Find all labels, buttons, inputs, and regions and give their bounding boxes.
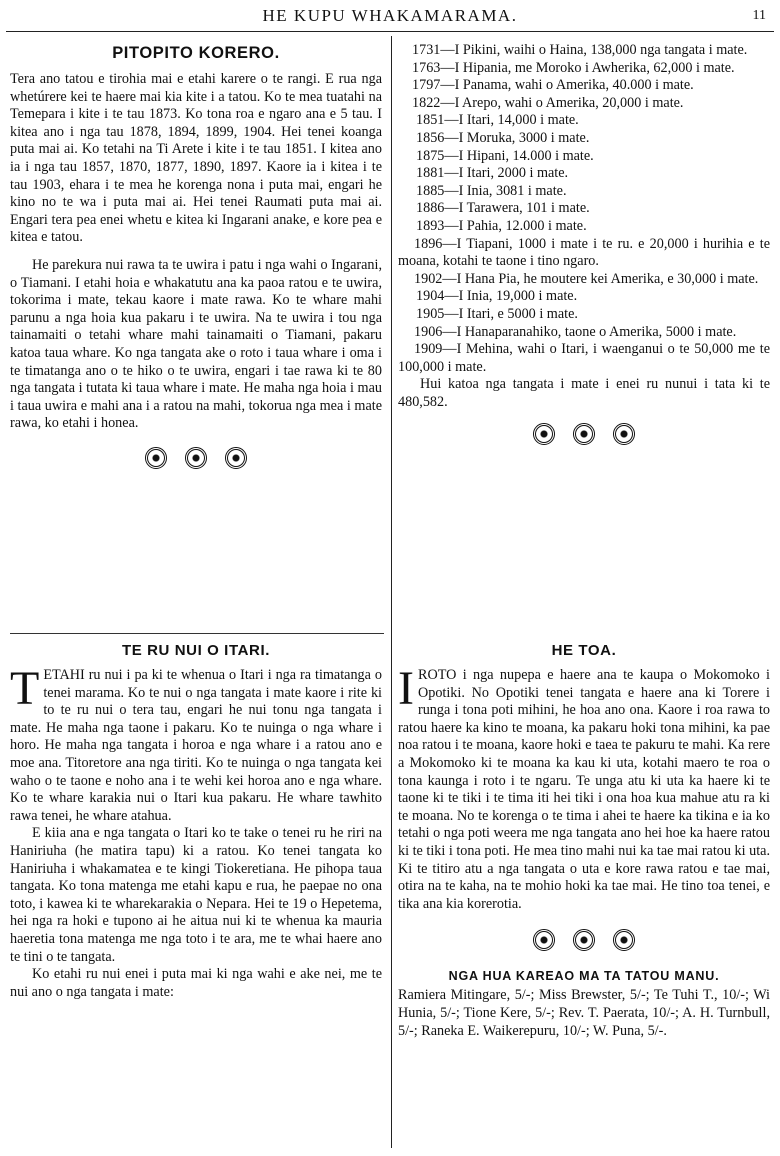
fleuron-icon: [573, 423, 595, 445]
section-title: PITOPITO KORERO.: [112, 44, 280, 62]
section-title: TE RU NUI O ITARI.: [121, 642, 271, 659]
section-divider-left: [10, 633, 384, 634]
record-total: Hui katoa nga tangata i mate i enei ru nunui i tata ki te 480,582.: [398, 376, 770, 410]
pitopito-korero-section: [10, 44, 382, 632]
section-title: HE TOA.: [551, 642, 617, 659]
record-item: 1731—I Pikini, waihi o Haina, 138,000 nga tangata i mate.: [412, 42, 748, 58]
article-paragraph: He parekura nui rawa ta te uwira i patu i nga wahi o Ingarani, o Tiamani. I etahi hoia e whakatutu ana ka paoa ratou e te uwira, tokorima i mate, tekau kaore i mate rawa. Ko te whare mahi parunu a nga hoia kua pakaru i te uwira. Na te uwira i tou nga tainamaiti o tetahi whare mahi tainamaiti o Tiamani, pakaru katoa taua whare. Ko nga tangata ake o roto i taua whare i oma i te timatanga ano o te hiko o te uwira, engari i tae rawa ki te 80 nga tangata i tutata ki taua whare i mate. He maha nga hoia i mau i taua uwira e mahi ana i a ratou na mahi, tokorua nga mea i mate rawa, ko etahi i honea.: [10, 256, 382, 432]
subscriptions-title: NGA HUA KAREAO MA TA TATOU MANU.: [448, 969, 720, 984]
record-item: 1797—I Panama, wahi o Amerika, 40.000 i mate.: [412, 77, 694, 94]
he-toa-section: [398, 642, 770, 1150]
earthquake-records-section: [398, 42, 770, 622]
fleuron-icon: [225, 447, 247, 469]
fleuron-icon: [613, 423, 635, 445]
ornament-row: [398, 929, 770, 957]
page-number: 11: [752, 8, 766, 23]
drop-cap: T: [10, 662, 40, 715]
record-item: 1906—I Hanaparanahiko, taone o Amerika, 5000 i mate.: [414, 323, 737, 340]
running-title: HE KUPU WHAKAMARAMA.: [262, 6, 518, 25]
te-ru-nui-section: [10, 642, 382, 1150]
article-paragraph: [10, 662, 382, 825]
record-item: 1904—I Inia, 19,000 i mate.: [416, 288, 578, 305]
paragraph-text: ETAHI ru nui i pa ki te whenua o Itari i nga ra timatanga o tenei marama. Ko te nui o nga tangata i mate kaore i rite ki to te ru nui o tera tau, engari he nui tonu nga tangata i mate. He maha nga taone i pakaru. Ko te nuinga o nga whare i horo. He maha nga tangata i horoa e nga whare i a ratou ano e moe ana. Titoretore ana nga tiriti. Ko te nuinga o nga tangata kei waho o te taone e noho ana i te wehi kei horoa ano e nga whare. Ko te whare karakia nui o Itari kua pakaru. He whare tawhito rawa tenei, he whare atahua.: [10, 667, 382, 824]
record-item: 1902—I Hana Pia, he moutere kei Amerika, e 30,000 i mate.: [414, 270, 759, 287]
record-item: 1909—I Mehina, wahi o Itari, i waenganui o te 50,000 me te 100,000 i mate.: [398, 341, 770, 375]
record-item: 1881—I Itari, 2000 i mate.: [416, 165, 569, 182]
paragraph-text: ROTO i nga nupepa e haere ana te kaupa o Mokomoko i Opotiki. No Opotiki tenei tangata e haere ana ki Torere i runga i tona poti mihini, he hoa ano ona. Kaore i roa rawa to ratou haere ka kino te moana, ka pakaru hoki tona mihini, ka pae noa ratou i te moana, kaore hoki e taea te pakuru te mahi. Ka rere a Mokomoko ki te moana ka kau ki uta, kotahi maero te roa o tona kaunga i roto i te ngaru. Te unga atu ki uta ka haere ki te taone ki te tiki i te tima iti hei tiki i ona hoa kua mahue atu ra ki te moana. No te korenga o te tima i ahei te haere ka tikina e ia ko tetahi o nga poti weera me nga tangata ano hei hoe ka haere ratou ki te tiki i tona poti. He mea tino mahi nui ka tae mai ratou ki uta. Ki te titiro atu a nga tangata o uta e kore rawa ratou e tae mai, otira na te kaha, na te mohio hoki ka tae mai. He tino toa tenei, e tika ana kia korerotia.: [398, 667, 770, 912]
running-head: [0, 6, 780, 30]
record-item: 1886—I Tarawera, 101 i mate.: [416, 200, 590, 217]
fleuron-icon: [573, 929, 595, 951]
fleuron-icon: [145, 447, 167, 469]
fleuron-icon: [185, 447, 207, 469]
record-item: 1763—I Hipania, me Moroko i Awherika, 62,000 i mate.: [412, 59, 735, 76]
fleuron-icon: [533, 929, 555, 951]
record-item: 1905—I Itari, e 5000 i mate.: [416, 305, 578, 322]
record-item: 1822—I Arepo, wahi o Amerika, 20,000 i mate.: [412, 94, 684, 111]
record-item: 1875—I Hipani, 14.000 i mate.: [416, 147, 594, 164]
record-item: 1896—I Tiapani, 1000 i mate i te ru. e 20,000 i hurihia e te moana, kotahi te taone i tino ngaro.: [398, 235, 770, 270]
record-item: 1856—I Moruka, 3000 i mate.: [416, 129, 590, 146]
drop-cap: I: [398, 662, 414, 715]
fleuron-icon: [613, 929, 635, 951]
article-paragraph: E kiia ana e nga tangata o Itari ko te take o tenei ru he riri na Haniriuha (he matira tapu) ki a ratou. Ko tenei tangata ko Haniriuha i whakamatea e te kingi Tiokeretiana. He pihopa taua tangata. Ko tona matenga me etahi kapu e rua, he paepae no ona toto, i kawea ki te wharekarakia o Nepara. Hei te 19 o Hepetema, hei nga ra hoki e tupono ai he aitua nui ki te whenua ka mauria haeretia tona matenga me nga toto i te ara, me te whai haere ano te tini o te tangata.: [10, 825, 382, 965]
article-paragraph: [398, 662, 770, 913]
record-item: 1893—I Pahia, 12.000 i mate.: [416, 217, 587, 234]
article-paragraph: Tera ano tatou e tirohia mai e etahi karere o te rangi. E rua nga whetúrere kei te haere mai kia kite i a tatou. Ko te mea tuatahi na Temepara i kite i te tau 1873. Ko tona roa e ngaro ana e 5 tau. I kitea ano i nga tau 1878, 1894, 1899, 1904. Hei tenei koanga puta mai ai. Ko tetahi na Ti Arete i kite i te tau 1851. I kitea ano ia i nga tau 1857, 1870, 1877, 1890, 1897. Kaore ia i kitea i te tau 1903, ehara i te mea he korenga nona i puta mai, engari he kino no te wa i puta mai ai. Hei tenei Raumati puta mai ai. Engari tera pea enei whetu e kitea ki Ingarani anake, e kore pea e kitea e tatou.: [10, 71, 382, 246]
record-item: 1851—I Itari, 14,000 i mate.: [416, 112, 579, 129]
ornament-row: [10, 447, 382, 475]
fleuron-icon: [533, 423, 555, 445]
record-item: 1885—I Inia, 3081 i mate.: [416, 182, 567, 199]
column-divider: [391, 36, 392, 1148]
subscriptions-list: Ramiera Mitingare, 5/-; Miss Brewster, 5/-; Te Tuhi T., 10/-; Wi Hunia, 5/-; Tione Kere, 5/-; Rev. T. Paerata, 10/-; A. H. Turnbull, 5/-; Raneka E. Waikerepuru, 10/-; W. Puna, 5/-.: [398, 987, 770, 1039]
article-paragraph: Ko etahi ru nui enei i puta mai ki nga wahi e ake nei, me te nui ano o nga tangata i mate:: [10, 966, 382, 1000]
header-rule: [6, 31, 774, 32]
ornament-row: [398, 423, 770, 451]
